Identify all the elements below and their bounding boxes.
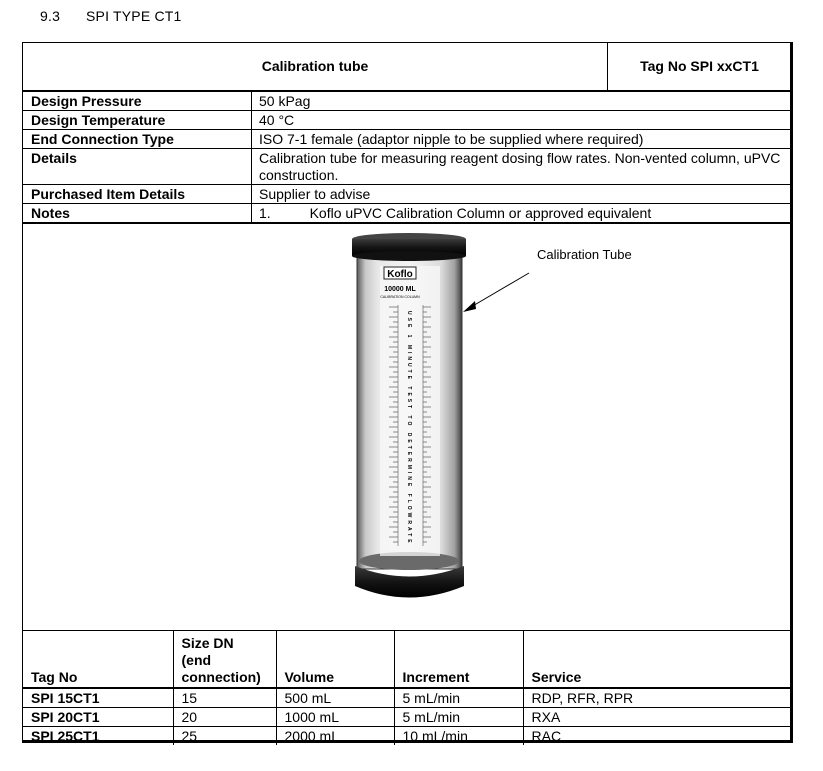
brand-logo: Koflo bbox=[387, 269, 413, 280]
table-header-row bbox=[23, 631, 791, 688]
spec-table bbox=[23, 92, 791, 224]
spec-label: Notes bbox=[23, 204, 252, 222]
datasheet-frame bbox=[22, 42, 793, 743]
cell-increment: 5 mL/min bbox=[394, 688, 523, 708]
spec-row-design-temperature bbox=[23, 111, 791, 130]
section-title: SPI TYPE CT1 bbox=[86, 8, 182, 24]
table-row bbox=[23, 727, 791, 746]
col-tag-no: Tag No bbox=[23, 631, 173, 688]
spec-value: Supplier to advise bbox=[259, 186, 371, 202]
section-number: 9.3 bbox=[40, 8, 61, 24]
cell-tag: SPI 15CT1 bbox=[23, 688, 173, 708]
section-heading bbox=[40, 8, 182, 24]
spec-label: Design Temperature bbox=[23, 111, 252, 129]
vertical-instruction: USE 1 MINUTE TEST TO DETERMINE FLOWRATE bbox=[406, 311, 412, 546]
table-row bbox=[23, 688, 791, 708]
spec-label: Details bbox=[23, 149, 252, 184]
item-tag: Tag No SPI xxCT1 bbox=[640, 58, 759, 74]
spec-label: Design Pressure bbox=[23, 92, 252, 110]
tag-table bbox=[23, 631, 791, 745]
col-size-dn: Size DN (end connection) bbox=[173, 631, 276, 688]
spec-value: Calibration tube for measuring reagent dosing flow rates. Non-vented column, uPVC construction. bbox=[259, 150, 781, 183]
spec-row-design-pressure bbox=[23, 92, 791, 111]
col-service: Service bbox=[523, 631, 791, 688]
cell-increment: 10 mL/min bbox=[394, 727, 523, 746]
cell-service: RAC bbox=[523, 727, 791, 746]
cell-tag: SPI 20CT1 bbox=[23, 708, 173, 727]
spec-label: End Connection Type bbox=[23, 130, 252, 148]
spec-row-purchased-item bbox=[23, 185, 791, 204]
cell-service: RDP, RFR, RPR bbox=[523, 688, 791, 708]
col-increment: Increment bbox=[394, 631, 523, 688]
spec-label: Purchased Item Details bbox=[23, 185, 252, 203]
spec-row-details bbox=[23, 149, 791, 185]
spec-value: 50 kPag bbox=[259, 93, 311, 109]
cell-tag: SPI 25CT1 bbox=[31, 728, 100, 744]
cell-volume: 500 mL bbox=[276, 688, 394, 708]
cell-increment: 5 mL/min bbox=[394, 708, 523, 727]
capacity-label: 10000 ML bbox=[384, 286, 416, 293]
cell-size: 20 bbox=[173, 708, 276, 727]
column-subtitle: CALIBRATION COLUMN bbox=[380, 295, 420, 299]
cell-size: 15 bbox=[173, 688, 276, 708]
calibration-tube-figure bbox=[23, 221, 791, 630]
spec-value: 40 °C bbox=[259, 112, 295, 128]
cell-volume: 1000 mL bbox=[276, 708, 394, 727]
spec-row-end-connection bbox=[23, 130, 791, 149]
cell-service: RXA bbox=[523, 708, 791, 727]
table-row bbox=[23, 708, 791, 727]
callout-label: Calibration Tube bbox=[537, 247, 632, 262]
item-title: Calibration tube bbox=[23, 43, 608, 90]
callout-arrowhead bbox=[463, 301, 476, 312]
figure-area bbox=[23, 221, 791, 631]
cell-size: 25 bbox=[173, 727, 276, 746]
tube-base bbox=[355, 566, 464, 598]
callout-arrow bbox=[471, 273, 529, 307]
header-row bbox=[23, 43, 791, 92]
spec-value: ISO 7-1 female (adaptor nipple to be supplied where required) bbox=[259, 131, 644, 147]
col-volume: Volume bbox=[276, 631, 394, 688]
cell-volume: 2000 mL bbox=[276, 727, 394, 746]
spec-value: 1. Koflo uPVC Calibration Column or approved equivalent bbox=[259, 205, 652, 221]
